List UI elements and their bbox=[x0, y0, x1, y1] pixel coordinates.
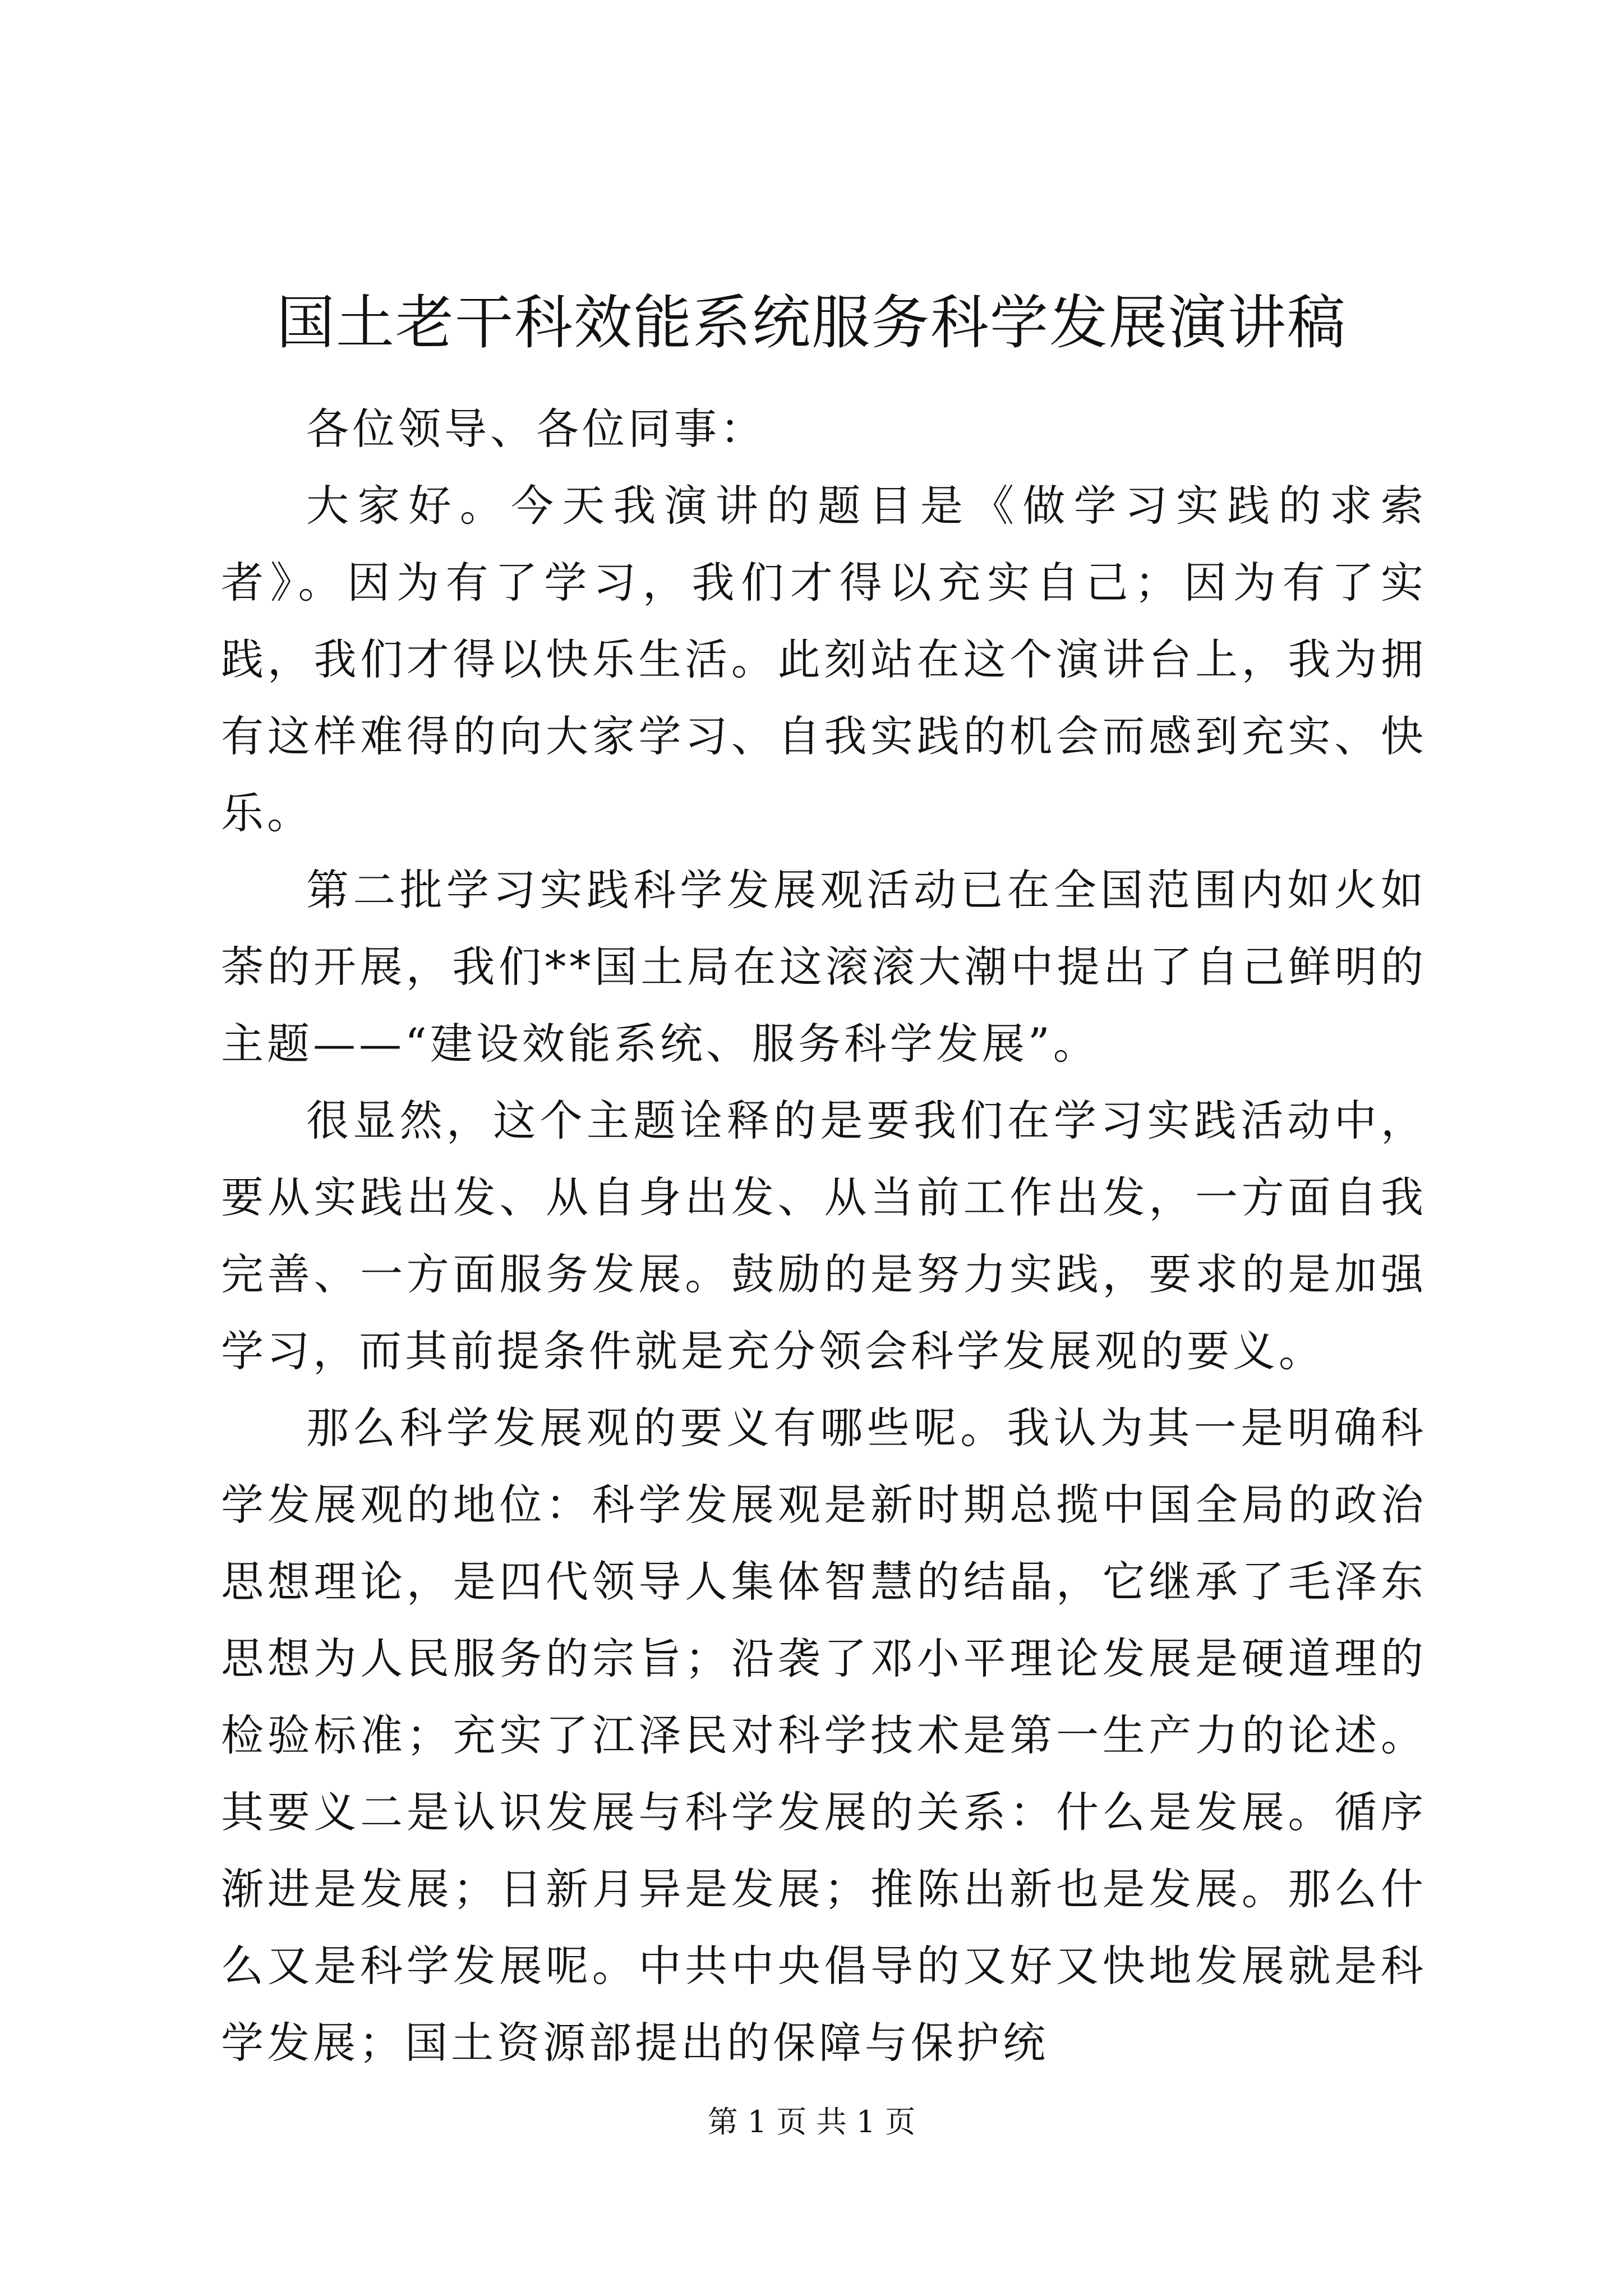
salutation: 各位领导、各位同事： bbox=[306, 404, 766, 454]
paragraph-3: 很显然，这个主题诠释的是要我们在学习实践活动中，要从实践出发、从自身出发、从当前工作出发，一方面自我完善、一方面服务发展。鼓励的是努力实践，要求的是加强学习，而其前提条件就是充分领会科学发展观的要义。 bbox=[221, 1096, 1427, 1376]
paragraph-2: 第二批学习实践科学发展观活动已在全国范围内如火如荼的开展，我们**国土局在这滚滚大潮中提出了自己鲜明的主题——“建设效能系统、服务科学发展”。 bbox=[221, 865, 1427, 1069]
paragraph-1: 大家好。今天我演讲的题目是《做学习实践的求索者》。因为有了学习，我们才得以充实自己；因为有了实践，我们才得以快乐生活。此刻站在这个演讲台上，我为拥有这样难得的向大家学习、自我实践的机会而感到充实、快乐。 bbox=[221, 481, 1427, 838]
paragraph-4: 那么科学发展观的要义有哪些呢。我认为其一是明确科学发展观的地位：科学发展观是新时期总揽中国全局的政治思想理论，是四代领导人集体智慧的结晶，它继承了毛泽东思想为人民服务的宗旨；沿袭了邓小平理论发展是硬道理的检验标准；充实了江泽民对科学技术是第一生产力的论述。其要义二是认识发展与科学发展的关系：什么是发展。循序渐进是发展；日新月异是发展；推陈出新也是发展。那么什么又是科学发展呢。中共中央倡导的又好又快地发展就是科学发展；国土资源部提出的保障与保护统 bbox=[221, 1403, 1427, 2068]
document-body bbox=[221, 390, 1427, 2081]
page-footer bbox=[0, 2102, 1623, 2142]
page-number-label: 第 1 页 共 1 页 bbox=[707, 2104, 916, 2139]
document-title: 国土老干科效能系统服务科学发展演讲稿 bbox=[276, 288, 1347, 357]
